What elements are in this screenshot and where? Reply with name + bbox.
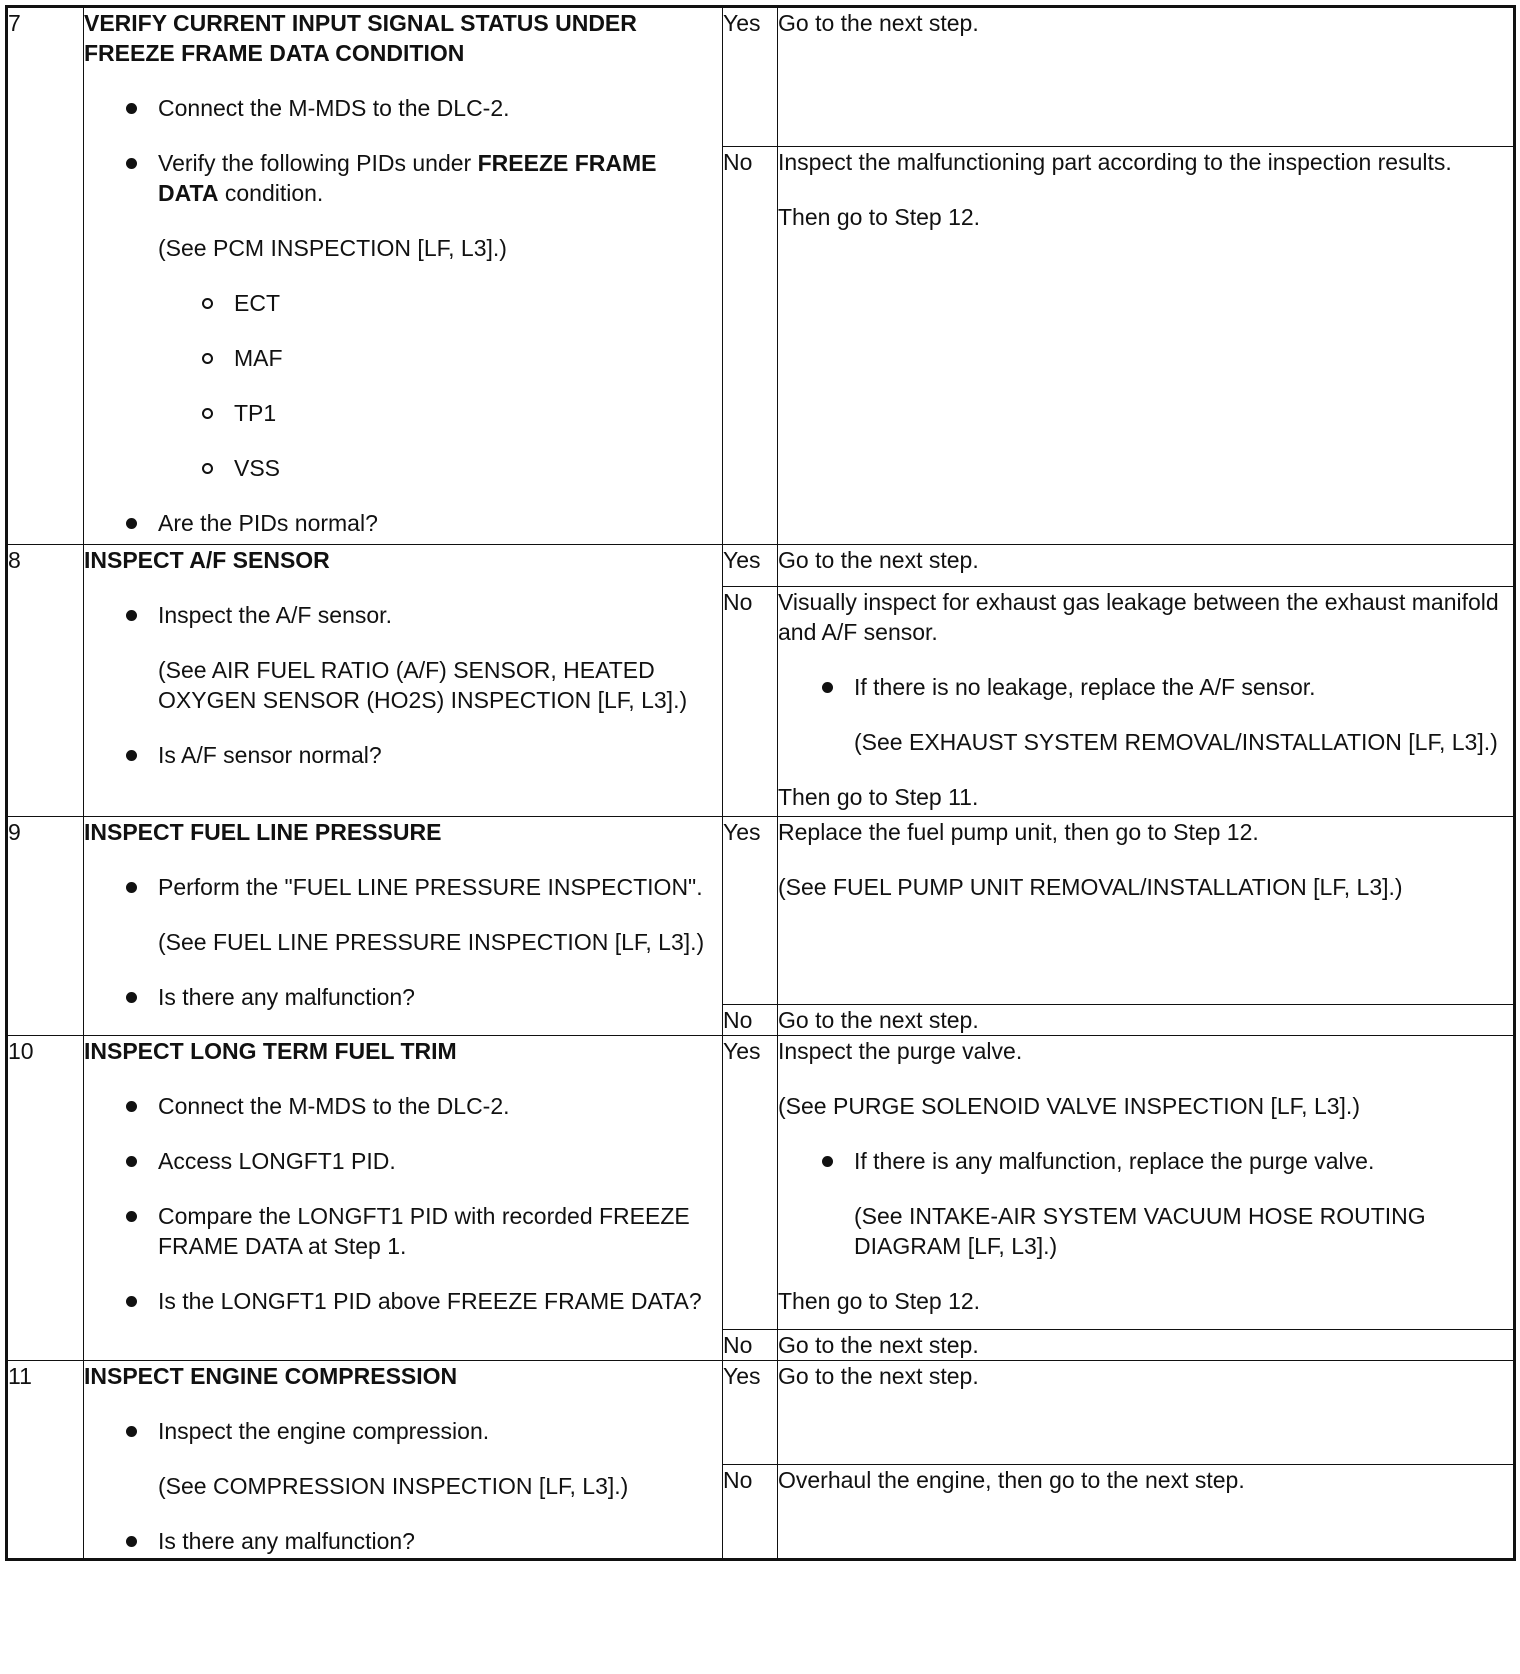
diagnostic-procedure-table [5, 5, 1516, 1561]
no-label: No [723, 587, 778, 817]
no-label: No [723, 147, 778, 545]
question-item: Is there any malfunction? [84, 1526, 722, 1556]
result-bullet: If there is any malfunction, replace the purge valve. [778, 1146, 1513, 1176]
question-item: Is there any malfunction? [84, 982, 722, 1012]
yes-label: Yes [723, 817, 778, 1005]
step-8-yes-row [7, 545, 1515, 587]
see-reference: (See PURGE SOLENOID VALVE INSPECTION [LF, L3].) [778, 1093, 1360, 1119]
instruction-item: Connect the M-MDS to the DLC-2. [84, 93, 722, 123]
pid-item: MAF [84, 343, 722, 373]
step-action [84, 1036, 723, 1361]
result-text: Go to the next step. [778, 10, 979, 36]
step-instructions [84, 93, 722, 208]
step-question [84, 982, 722, 1012]
step-7-yes-row [7, 7, 1515, 147]
no-result [778, 587, 1515, 817]
yes-result [778, 545, 1515, 587]
yes-result [778, 1361, 1515, 1465]
yes-result [778, 7, 1515, 147]
instruction-text: Verify the following PIDs under [158, 150, 478, 176]
instruction-item: Compare the LONGFT1 PID with recorded FREEZE FRAME DATA at Step 1. [84, 1201, 722, 1261]
instruction-item: Connect the M-MDS to the DLC-2. [84, 1091, 722, 1121]
instruction-item: Inspect the engine compression. [84, 1416, 722, 1446]
question-item: Is the LONGFT1 PID above FREEZE FRAME DATA? [84, 1286, 722, 1316]
see-reference: (See AIR FUEL RATIO (A/F) SENSOR, HEATED OXYGEN SENSOR (HO2S) INSPECTION [LF, L3].) [158, 657, 688, 713]
step-title: INSPECT A/F SENSOR [84, 547, 330, 573]
pid-list [84, 288, 722, 483]
instruction-item [84, 148, 722, 208]
question-item: Are the PIDs normal? [84, 508, 722, 538]
no-result [778, 1330, 1515, 1361]
step-question [84, 1526, 722, 1556]
step-title-line2: FREEZE FRAME DATA CONDITION [84, 40, 465, 66]
see-reference: (See FUEL PUMP UNIT REMOVAL/INSTALLATION [LF, L3].) [778, 874, 1403, 900]
no-label: No [723, 1005, 778, 1036]
see-reference: (See COMPRESSION INSPECTION [LF, L3].) [158, 1473, 629, 1499]
instruction-text: condition. [218, 180, 324, 206]
yes-label: Yes [723, 1361, 778, 1465]
see-reference: (See PCM INSPECTION [LF, L3].) [158, 235, 507, 261]
step-number: 9 [7, 817, 84, 1036]
step-instructions [84, 872, 722, 902]
step-question [84, 740, 722, 770]
step-9-yes-row [7, 817, 1515, 1005]
step-title [84, 8, 722, 68]
instruction-item: Perform the "FUEL LINE PRESSURE INSPECTION". [84, 872, 722, 902]
see-reference: (See EXHAUST SYSTEM REMOVAL/INSTALLATION [LF, L3].) [854, 729, 1498, 755]
step-action [84, 545, 723, 817]
step-number: 11 [7, 1361, 84, 1560]
step-title: INSPECT ENGINE COMPRESSION [84, 1363, 458, 1389]
yes-label: Yes [723, 545, 778, 587]
instruction-item: Access LONGFT1 PID. [84, 1146, 722, 1176]
see-reference: (See FUEL LINE PRESSURE INSPECTION [LF, L3].) [158, 929, 705, 955]
step-action [84, 7, 723, 545]
step-action [84, 817, 723, 1036]
yes-label: Yes [723, 1036, 778, 1330]
no-result [778, 1465, 1515, 1560]
yes-result [778, 1036, 1515, 1330]
step-title: INSPECT FUEL LINE PRESSURE [84, 819, 442, 845]
no-result [778, 1005, 1515, 1036]
instruction-item: Inspect the A/F sensor. [84, 600, 722, 630]
result-bullet: If there is no leakage, replace the A/F sensor. [778, 672, 1513, 702]
yes-result [778, 817, 1515, 1005]
result-text: Go to the next step. [778, 1363, 979, 1389]
result-text: Visually inspect for exhaust gas leakage between the exhaust manifold and A/F sensor. [778, 589, 1499, 645]
yes-label: Yes [723, 7, 778, 147]
step-title-line1: VERIFY CURRENT INPUT SIGNAL STATUS UNDER [84, 10, 637, 36]
see-reference: (See INTAKE-AIR SYSTEM VACUUM HOSE ROUTING DIAGRAM [LF, L3].) [854, 1203, 1426, 1259]
result-text: Go to the next step. [778, 547, 979, 573]
result-text: Inspect the purge valve. [778, 1038, 1023, 1064]
pid-item: TP1 [84, 398, 722, 428]
pid-item: ECT [84, 288, 722, 318]
result-bullets [778, 1146, 1513, 1176]
result-text: Inspect the malfunctioning part according to the inspection results. [778, 149, 1452, 175]
step-instructions [84, 1416, 722, 1446]
result-text: Overhaul the engine, then go to the next step. [778, 1467, 1245, 1493]
result-then: Then go to Step 11. [778, 784, 979, 810]
result-bullets [778, 672, 1513, 702]
step-action [84, 1361, 723, 1560]
no-result [778, 147, 1515, 545]
pid-item: VSS [84, 453, 722, 483]
instruction-emphasis: FREEZE FRAME DATA [158, 150, 657, 206]
step-11-yes-row [7, 1361, 1515, 1465]
no-label: No [723, 1330, 778, 1361]
result-text: Go to the next step. [778, 1007, 979, 1033]
step-number: 10 [7, 1036, 84, 1361]
result-text: Go to the next step. [778, 1332, 979, 1358]
step-number: 8 [7, 545, 84, 817]
step-number: 7 [7, 7, 84, 545]
step-instructions [84, 600, 722, 630]
result-text: Replace the fuel pump unit, then go to Step 12. [778, 819, 1259, 845]
step-title: INSPECT LONG TERM FUEL TRIM [84, 1038, 457, 1064]
step-question [84, 508, 722, 538]
step-10-yes-row [7, 1036, 1515, 1330]
result-then: Then go to Step 12. [778, 204, 981, 230]
question-item: Is A/F sensor normal? [84, 740, 722, 770]
result-then: Then go to Step 12. [778, 1288, 981, 1314]
step-instructions [84, 1091, 722, 1316]
no-label: No [723, 1465, 778, 1560]
